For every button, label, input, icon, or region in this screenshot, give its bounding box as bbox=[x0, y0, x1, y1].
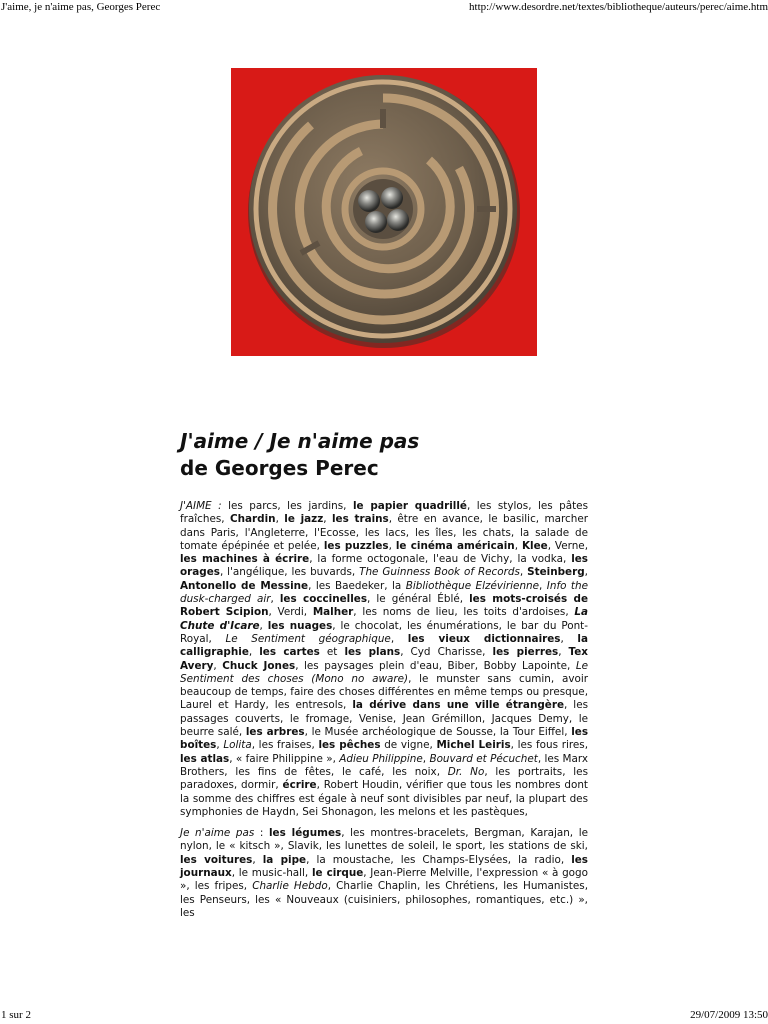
text-run: Je n'aime pas bbox=[180, 827, 255, 840]
page-title: J'aime, je n'aime pas, Georges Perec bbox=[1, 1, 161, 13]
text-run: , bbox=[422, 752, 430, 765]
text-run: le cirque bbox=[311, 867, 364, 880]
text-run: , bbox=[216, 739, 224, 752]
text-run: Tex Avery bbox=[180, 646, 589, 672]
print-datetime: 29/07/2009 13:50 bbox=[690, 1009, 768, 1021]
text-run: , la forme octogonale, l'eau de Vichy, la vodka, bbox=[309, 553, 572, 566]
text-run: , bbox=[390, 632, 408, 645]
text-run: , bbox=[514, 539, 522, 552]
text-run: , bbox=[323, 513, 332, 526]
text-run: The Guinness Book of Records bbox=[359, 566, 520, 579]
text-run: écrire bbox=[282, 779, 317, 792]
text-run: , Jean-Pierre Melville, l'expression « à gogo », les fripes, bbox=[180, 867, 588, 893]
text-run: Lolita bbox=[223, 739, 252, 752]
text-run: : bbox=[254, 827, 269, 840]
text-run: , le Musée archéologique de Sousse, la Tour Eiffel, bbox=[304, 726, 572, 739]
text-run: , bbox=[519, 566, 528, 579]
text-run: , le munster sans cumin, avoir beaucoup de temps, faire des choses différentes en même temps ou presque, Laurel et Hardy, les entresols, bbox=[180, 672, 588, 712]
text-run: , Verdi, bbox=[268, 606, 313, 619]
text-run: les boîtes bbox=[180, 726, 589, 752]
print-header bbox=[0, 1, 768, 15]
text-run: , l'angélique, les buvards, bbox=[219, 566, 360, 579]
text-run: les plans bbox=[344, 646, 401, 659]
text-run: , les fous rires, bbox=[510, 739, 588, 752]
text-run: , les passages couverts, le fromage, Venise, Jean Grémillon, Jacques Demy, le beurre salé, bbox=[180, 699, 588, 739]
text-run: , bbox=[213, 659, 223, 672]
text-run: , les noms de lieu, les toits d'ardoises, bbox=[353, 606, 575, 619]
text-run: les parcs, les jardins, bbox=[221, 500, 353, 512]
text-run: , Charlie Chaplin, les Chrétiens, les Humanistes, les Penseurs, les « Nouveaux (cuisiniers, philosophes, romantiques, etc.) », les bbox=[180, 880, 588, 919]
text-run: , bbox=[252, 853, 263, 866]
print-footer bbox=[0, 1009, 768, 1023]
text-run: , Robert Houdin, vérifier que tous les nombres dont la somme des chiffres est égale à neuf sont divisibles par neuf, la plupart des symphonies de Haydn, Sei Shonagon, les melons et les pastèques, bbox=[180, 779, 589, 818]
text-run: , les stylos, les pâtes fraîches, bbox=[180, 500, 588, 526]
text-run: , bbox=[388, 539, 396, 552]
text-run: les trains bbox=[331, 513, 389, 526]
text-run: le cinéma américain bbox=[395, 539, 515, 552]
text-run: les orages bbox=[180, 553, 588, 579]
text-run: Charlie Hebdo bbox=[252, 880, 328, 893]
paragraph-jaime bbox=[180, 500, 588, 819]
text-run: , la moustache, les Champs-Elysées, la radio, bbox=[306, 853, 572, 866]
text-run: les atlas bbox=[180, 752, 230, 765]
text-run: la pipe bbox=[262, 853, 307, 866]
text-run: , le music-hall, bbox=[231, 867, 312, 880]
text-run: la calligraphie bbox=[180, 632, 588, 659]
text-run: les puzzles bbox=[323, 539, 389, 552]
text-run: , bbox=[248, 646, 260, 659]
text-run: , les fraises, bbox=[251, 739, 319, 752]
title-line-2: de Georges Perec bbox=[180, 456, 379, 480]
article-body bbox=[180, 500, 588, 928]
text-run: , les portraits, les paradoxes, dormir, bbox=[180, 765, 588, 792]
text-run: les machines à écrire bbox=[180, 553, 310, 566]
text-run: Bibliothèque Elzévirienne bbox=[405, 579, 540, 592]
paragraph-je-naime-pas bbox=[180, 827, 588, 920]
text-run: La Chute d'Icare bbox=[180, 606, 588, 632]
text-run: de vigne, bbox=[380, 739, 437, 752]
text-run: les vieux dictionnaires bbox=[407, 632, 561, 645]
page-url: http://www.desordre.net/textes/bibliotheque/auteurs/perec/aime.htm bbox=[469, 1, 768, 13]
text-run: Adieu Philippine bbox=[339, 752, 423, 765]
text-run: le jazz bbox=[284, 513, 324, 526]
text-run: les légumes bbox=[268, 827, 342, 840]
text-run: Antonello de Messine bbox=[180, 579, 309, 592]
text-run: les cartes bbox=[259, 646, 320, 659]
text-run: les coccinelles bbox=[279, 593, 368, 606]
text-run: les journaux bbox=[180, 853, 588, 880]
text-run: et bbox=[319, 646, 345, 659]
text-run: les mots-croisés de Robert Scipion bbox=[180, 593, 589, 619]
text-run: , le général Éblé, bbox=[367, 593, 470, 606]
text-run: J'AIME : bbox=[180, 500, 222, 512]
text-run: le papier quadrillé bbox=[352, 500, 467, 512]
text-run: , bbox=[558, 646, 569, 659]
text-run: Klee bbox=[521, 539, 548, 552]
text-run: , « faire Philippine », bbox=[229, 752, 340, 765]
text-run: , les Marx Brothers, les fins de fêtes, le café, les noix, bbox=[180, 752, 589, 778]
text-run: Malher bbox=[312, 606, 354, 619]
text-run: , le chocolat, les énumérations, le bar du Pont-Royal, bbox=[180, 619, 589, 645]
text-run: , bbox=[275, 513, 285, 526]
text-run: les nuages bbox=[267, 619, 333, 632]
labyrinth-icon bbox=[231, 68, 537, 356]
text-run: , les Baedeker, la bbox=[308, 579, 406, 592]
text-run: Le Sentiment géographique bbox=[225, 632, 391, 645]
text-run: Bouvard et Pécuchet bbox=[429, 752, 538, 765]
text-run: , bbox=[270, 593, 280, 606]
text-run: Dr. No bbox=[447, 765, 485, 778]
text-run: , bbox=[259, 619, 268, 632]
text-run: Steinberg bbox=[527, 566, 585, 579]
text-run: , bbox=[584, 566, 588, 579]
text-run: , les paysages plein d'eau, Biber, Bobby Lapointe, bbox=[295, 659, 576, 672]
text-run: , bbox=[560, 632, 578, 645]
text-run: les arbres bbox=[245, 726, 305, 739]
text-run: , être en avance, le basilic, marcher dans Paris, l'Angleterre, l'Ecosse, les lacs, les îles, les chats, la salade de tomate épépinée et pelée, bbox=[180, 513, 588, 552]
text-run: , Cyd Charisse, bbox=[400, 646, 493, 659]
text-run: Chuck Jones bbox=[222, 659, 296, 672]
text-run: les pêches bbox=[318, 739, 381, 752]
page-number: 1 sur 2 bbox=[1, 1009, 31, 1021]
text-run: , Verne, bbox=[547, 539, 588, 552]
title-line-1: J'aime / Je n'aime pas bbox=[180, 429, 420, 453]
text-run: les pierres bbox=[492, 646, 559, 659]
text-run: , les montres-bracelets, Bergman, Karajan, le nylon, le « kitsch », Slavik, les lunettes de soleil, le sport, les stations de ski, bbox=[180, 827, 588, 853]
text-run: Michel Leiris bbox=[436, 739, 511, 752]
text-run: Le Sentiment des choses (Mono no aware) bbox=[180, 659, 589, 685]
article-title bbox=[180, 428, 600, 482]
text-run: Info the dusk-charged air bbox=[180, 579, 588, 606]
text-run: la dérive dans une ville étrangère bbox=[352, 699, 565, 712]
labyrinth-puzzle-image bbox=[231, 68, 537, 356]
text-run: les voitures bbox=[180, 853, 253, 866]
text-run: , bbox=[539, 579, 547, 592]
text-run: Chardin bbox=[230, 513, 276, 526]
